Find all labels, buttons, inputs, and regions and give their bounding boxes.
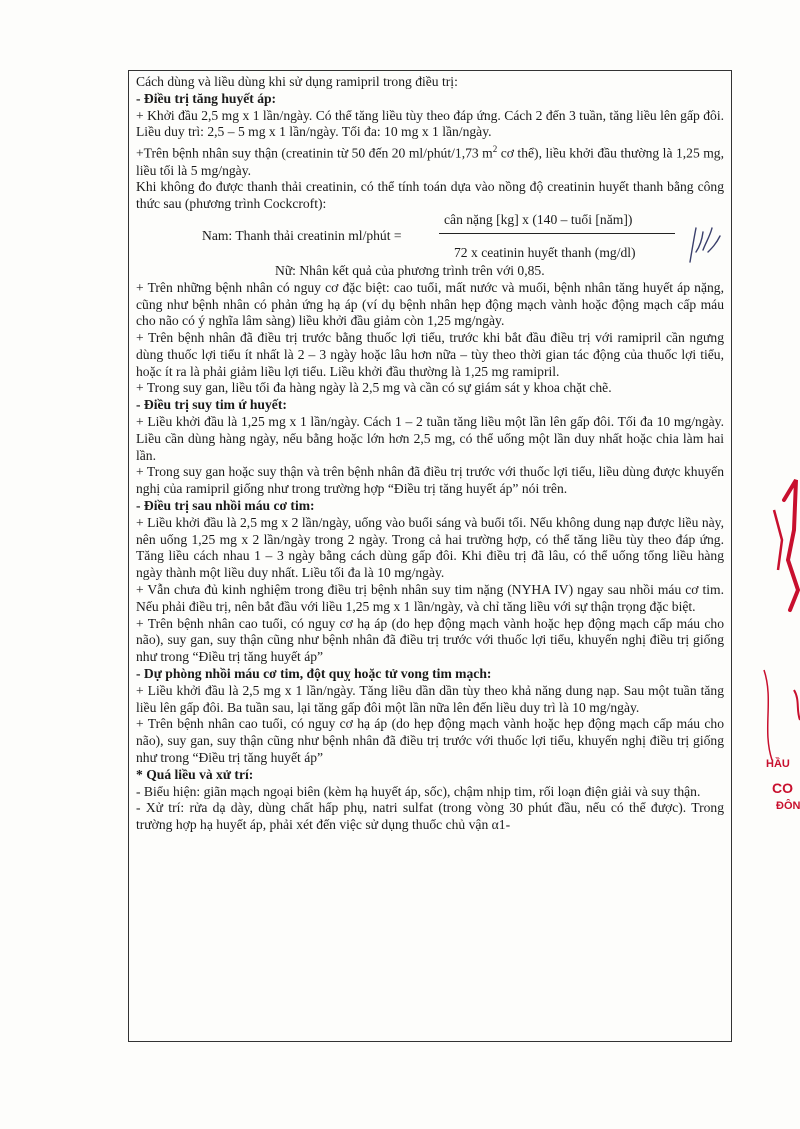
section-post-mi-title: - Điều trị sau nhồi máu cơ tim: bbox=[136, 498, 315, 514]
paragraph: + Trên bệnh nhân cao tuổi, có nguy cơ hạ áp (do hẹp động mạch vành hoặc hẹp động mạch cấp máu cho não), suy gan, suy thận cũng như bệnh nhân đã điều trị trước với thuốc lợi tiểu, khuyến nghị điều trị giống như trong “Điều trị tăng huyết áp” bbox=[136, 716, 724, 766]
intro-line: Cách dùng và liều dùng khi sử dụng ramipril trong điều trị: bbox=[136, 74, 458, 89]
paragraph: - Biểu hiện: giãn mạch ngoại biên (kèm hạ huyết áp, sốc), chậm nhịp tim, rối loạn điện giải và suy thận. bbox=[136, 783, 701, 799]
stamp-text: CO bbox=[772, 780, 793, 796]
section-heart-failure-title: - Điều trị suy tim ứ huyết: bbox=[136, 397, 287, 413]
paragraph: + Vẫn chưa đủ kinh nghiệm trong điều trị bệnh nhân suy tim nặng (NYHA IV) ngay sau nhồi máu cơ tim. Nếu phải điều trị, nên bắt đầu với liều 1,25 mg x 1 lần/ngày, và chỉ tăng liều với sự thận trọng đặc biệt. bbox=[136, 582, 724, 614]
stamp-fragment bbox=[744, 440, 800, 820]
text-run: +Trên bệnh nhân suy thận (creatinin từ 50 đến 20 ml/phút/1,73 m bbox=[136, 145, 493, 161]
paragraph: - Xử trí: rửa dạ dày, dùng chất hấp phụ, natri sulfat (trong vòng 30 phút đầu, nếu có thể được). Trong trường hợp hạ huyết áp, phải xét đến việc sử dụng thuốc chủ vận α1- bbox=[136, 800, 724, 833]
paragraph: Khi không đo được thanh thải creatinin, có thể tính toán dựa vào nồng độ creatinin huyết thanh bằng công thức sau (phương trình Cockcroft): bbox=[136, 179, 724, 212]
formula-numerator: cân nặng [kg] x (140 – tuổi [năm]) bbox=[444, 211, 633, 227]
section-prevention-title: - Dự phòng nhồi máu cơ tim, đột quỵ hoặc tử vong tim mạch: bbox=[136, 666, 492, 682]
paragraph: + Liều khởi đầu là 1,25 mg x 1 lần/ngày. Cách 1 – 2 tuần tăng liều một lần lên gấp đôi. Tối đa 10 mg/ngày. Liều cần dùng hàng ngày, nếu bằng hoặc lớn hơn 2,5 mg, có thể uống một lần duy nhất hoặc chia làm hai lần. bbox=[136, 414, 724, 463]
paragraph: + Liều khởi đầu là 2,5 mg x 2 lần/ngày, uống vào buổi sáng và buổi tối. Nếu không dung nạp được liều này, nên uống 1,25 mg x 2 lần/ngày trong 2 ngày. Trong cả hai trường hợp, có thể tăng liều tùy theo đáp ứng. Tăng liều cách nhau 1 – 3 ngày bằng cách dùng gấp đôi. Khi điều trị đã lâu, có thể uống tổng liều hàng ngày thành một liều duy nhất. Liều tối đa là 10 mg/ngày. bbox=[136, 514, 724, 581]
paragraph bbox=[136, 141, 724, 179]
stamp-text: ĐÔN bbox=[776, 800, 800, 812]
paragraph: + Trong suy gan, liều tối đa hàng ngày là 2,5 mg và cần có sự giám sát y khoa chặt chẽ. bbox=[136, 380, 612, 396]
cockcroft-formula bbox=[136, 213, 724, 263]
superscript: 2 bbox=[492, 144, 498, 155]
stamp-text: HẦU bbox=[766, 758, 790, 770]
paragraph: + Trên bệnh nhân cao tuổi, có nguy cơ hạ áp (do hẹp động mạch vành hoặc hẹp động mạch cấp máu cho não), suy gan, suy thận cũng như bệnh nhân đã điều trị trước với thuốc lợi tiểu, khuyến nghị điều trị giống như trong “Điều trị tăng huyết áp” bbox=[136, 615, 724, 665]
handwritten-initials-icon bbox=[684, 222, 724, 270]
formula-denominator: 72 x ceatinin huyết thanh (mg/dl) bbox=[454, 244, 636, 260]
paragraph: + Khởi đầu 2,5 mg x 1 lần/ngày. Có thể tăng liều tùy theo đáp ứng. Cách 2 đến 3 tuần, tăng liều lên gấp đôi. Liều duy trì: 2,5 – 5 mg x 1 lần/ngày. Tối đa: 10 mg x 1 lần/ngày. bbox=[136, 107, 724, 140]
fraction-bar bbox=[439, 233, 675, 234]
document-frame bbox=[128, 70, 732, 1042]
text-run: cơ thể), liều khởi đầu thường là 1,25 mg, liều tối là 5 mg/ngày. bbox=[136, 145, 724, 178]
formula-lhs: Nam: Thanh thải creatinin ml/phút = bbox=[202, 227, 402, 243]
section-hypertension-title: - Điều trị tăng huyết áp: bbox=[136, 90, 277, 106]
paragraph: + Liều khởi đầu là 2,5 mg x 1 lần/ngày. Tăng liều dần dần tùy theo khả năng dung nạp. Sau một tuần tăng liều lên gấp đôi. Ba tuần sau, lại tăng gấp đôi một lần nữa lên đến liều duy trì là 10 mg/ngày. bbox=[136, 682, 724, 715]
female-note: Nữ: Nhân kết quả của phương trình trên với 0,85. bbox=[275, 262, 545, 278]
paragraph: + Trong suy gan hoặc suy thận và trên bệnh nhân đã điều trị trước với thuốc lợi tiểu, liều dùng được khuyến nghị của ramipril giống như trong trường hợp “Điều trị tăng huyết áp” nói trên. bbox=[136, 464, 724, 497]
paragraph: + Trên bệnh nhân đã điều trị trước bằng thuốc lợi tiểu, trước khi bắt đầu điều trị với ramipril cần ngưng dùng thuốc lợi tiểu ít nhất là 2 – 3 ngày hoặc lâu hơn nữa – tùy theo thời gian tác động của thuốc lợi tiểu, hoặc ít ra là phải giảm liều lợi tiểu. Liều khởi đầu thường là 1,25 mg ramipril. bbox=[136, 330, 724, 379]
section-overdose-title: * Quá liều và xử trí: bbox=[136, 766, 254, 782]
paragraph: + Trên những bệnh nhân có nguy cơ đặc biệt: cao tuổi, mất nước và muối, bệnh nhân tăng huyết áp nặng, cũng như bệnh nhân có phản ứng hạ áp (ví dụ bệnh nhân hẹp động mạch vành hoặc động mạch cấp máu cho não có ý nghĩa lâm sàng) liều khởi đầu giảm còn 1,25 mg/ngày. bbox=[136, 279, 724, 329]
